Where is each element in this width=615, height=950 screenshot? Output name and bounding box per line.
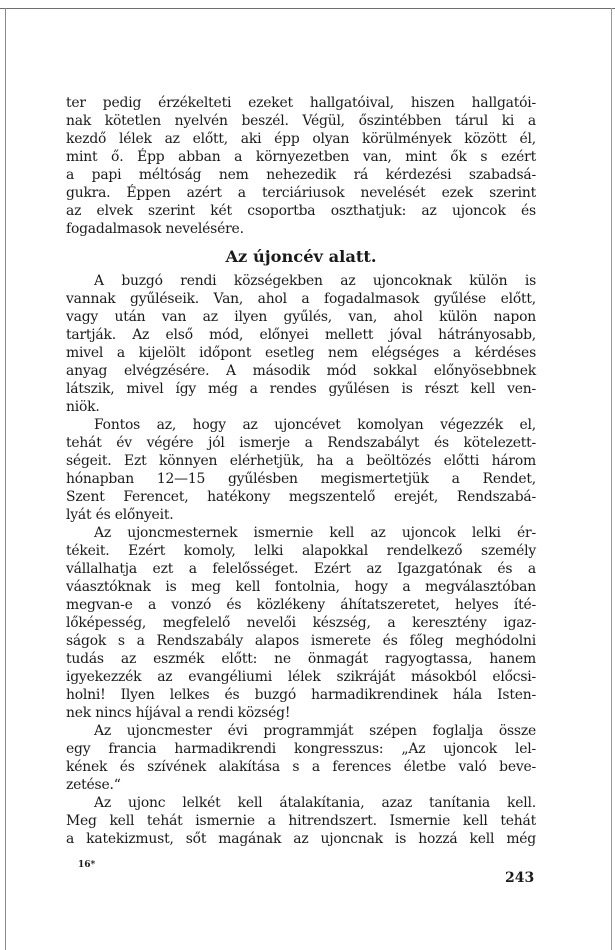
text-line: Fontos az, hogy az ujoncévet komolyan végezzék el, [94,417,536,433]
text-line: lyát és előnyeit. [66,507,174,523]
text-line: Meg kell tehát ismernie a hitrendszert. Ismernie kell tehát [66,813,536,829]
text-line: hónapban 12—15 gyűlésben megismertetjük a Rendet, [66,471,536,487]
text-line: a papi méltóság nem nehezedik rá kérdezési szabadsá- [66,167,536,183]
text-line: ter pedig érzékelteti ezeket hallgatóival, hiszen hallgatói- [66,95,536,111]
intro-paragraph [66,94,536,238]
text-line: nak kötetlen nyelvén beszél. Végül, őszintébben tárul ki a [66,113,536,129]
text-line: vagy után van az ilyen gyűlés, van, ahol külön napon [66,309,536,325]
text-line: kének és szívének alakítása s a ferences életbe való beve- [66,759,536,775]
text-line: vállalhatja ezt a felelősséget. Ezért az Igazgatónak és a [66,561,536,577]
text-line: nek nincs híjával a rendi község! [66,705,291,721]
text-line: Szent Ferencet, hatékony megszentelő erejét, Rendszabá- [66,489,536,505]
text-line: egy francia harmadikrendi kongresszus: „Az ujoncok lel- [66,741,536,757]
text-line: tehát év végére jól ismerje a Rendszabályt és kötelezett- [66,435,536,451]
paragraph-ujoncev [66,416,536,524]
signature-mark: 16* [78,860,96,870]
page-frame-top [0,8,615,9]
paragraph-program [66,722,536,794]
text-line: Az ujonc lelkét kell átalakítania, azaz tanítania kell. [94,795,536,811]
text-line: anyag elvégzésére. A második mód sokkal előnyösebbnek [66,363,536,379]
text-line: mint ő. Épp abban a környezetben van, mint ők s ezért [66,149,536,165]
text-line: lőképesség, megfelelő nevelői készség, a keresztény igaz- [66,615,536,631]
section-heading: Az újoncév alatt. [225,247,377,266]
text-line: Az ujoncmesternek ismernie kell az ujoncok lelki ér- [94,525,536,541]
text-line: az elvek szerint két csoportba oszthatjuk: az ujoncok és [66,203,536,219]
text-line: niök. [66,399,100,415]
text-line: ságok s a Rendszabály alapos ismerete és főleg meghódolni [66,633,536,649]
paragraph-ujoncmester [66,524,536,722]
text-line: Az ujoncmester évi programmját szépen foglalja össze [94,723,536,739]
text-line: látszik, mivel így még a rendes gyűlésen is részt kell ven- [66,381,536,397]
text-line: A buzgó rendi községekben az ujoncoknak külön is [94,273,536,289]
text-line: holni! Ilyen lelkes és buzgó harmadikrendinek hála Isten- [66,687,536,703]
page-number: 243 [505,870,535,886]
text-line: tékeit. Ezért komoly, lelki alapokkal rendelkező személy [66,543,536,559]
text-line: zetése.“ [66,777,121,793]
text-line: tudás az eszmék előtt: ne önmagát ragyogtassa, hanem [66,651,536,667]
text-line: tartják. Az első mód, előnyei mellett jóval hátrányosabb, [66,327,536,343]
text-line: gukra. Éppen azért a terciáriusok nevelését ezek szerint [66,185,536,201]
text-line: vannak gyűléseik. Van, ahol a fogadalmasok gyűlése előtt, [66,291,536,307]
text-line: ségeit. Ezt könnyen elérhetjük, ha a beöltözés előtti három [66,453,536,469]
text-line: mivel a kijelölt időpont esetleg nem elégséges a kérdéses [66,345,536,361]
text-line: kezdő lélek az előtt, aki épp olyan körülmények között él, [66,131,536,147]
text-line: váasztóknak is meg kell fontolnia, hogy a megválasztóban [66,579,536,595]
text-line: igyekezzék az evangéliumi lélek szikráját másokból előcsi- [66,669,536,685]
page-frame-left [5,8,6,950]
page-body [66,94,536,848]
paragraph-atalakitas [66,794,536,848]
paragraph-gyulesek [66,272,536,416]
text-line: fogadalmasok nevelésére. [66,221,244,237]
page-frame-right [611,8,612,950]
text-line: megvan-e a vonzó és közlékeny áhítatszeretet, helyes íté- [66,597,536,613]
text-line: a katekizmust, sőt magának az ujoncnak is hozzá kell még [66,831,536,847]
